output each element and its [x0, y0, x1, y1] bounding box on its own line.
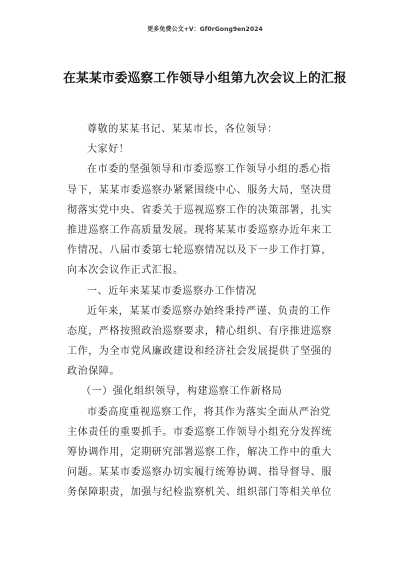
body-line: 态度，严格按照政治巡察要求，精心组织、有序推进巡察 [67, 325, 332, 337]
sub-heading: （一）强化组织领导，构建巡察工作新格局 [81, 386, 283, 398]
body-line: 尊敬的某某书记、某某市长，各位领导： [87, 124, 278, 135]
body-line: 作情况、八届市委第七轮巡察情况以及下一步工作打算， [67, 245, 332, 257]
document-body [67, 120, 347, 504]
body-line: 务保障职责，加强与纪检监察机关、组织部门等相关单位 [67, 487, 332, 499]
body-line: 近年来，某某市委巡察办始终秉持严谨、负责的工作 [87, 305, 331, 317]
body-line: 筹协调作用，定期研究部署巡察工作，解决工作中的重大 [67, 447, 332, 458]
body-line: 向本次会议作正式汇报。 [67, 265, 184, 277]
header-note: 更多免费公文+V：Gf0rGong9en2024 [147, 26, 263, 33]
body-line: 大家好！ [87, 144, 130, 156]
body-line: 市委高度重视巡察工作，将其作为落实全面从严治党 [87, 406, 331, 418]
body-line: 推进巡察工作高质量发展。现将某某市委巡察办近年来工 [67, 224, 332, 236]
document-title: 在某某市委巡察工作领导小组第九次会议上的汇报 [63, 70, 347, 85]
section-heading: 一、近年来某某市委巡察办工作情况 [87, 285, 257, 297]
body-line: 政治保障。 [67, 366, 120, 378]
body-line: 主体责任的重要抓手。市委巡察工作领导小组充分发挥统 [67, 426, 332, 438]
body-line: 在市委的坚强领导和市委巡察工作领导小组的悉心指 [87, 164, 331, 176]
body-line: 导下，某某市委巡察办紧紧围绕中心、服务大局，坚决贯 [67, 184, 332, 196]
body-line: 问题。某某市委巡察办切实履行统筹协调、指导督导、服 [67, 467, 332, 479]
body-line: 工作，为全市党风廉政建设和经济社会发展提供了坚强的 [67, 346, 332, 358]
body-line: 彻落实党中央、省委关于巡视巡察工作的决策部署，扎实 [67, 204, 332, 216]
